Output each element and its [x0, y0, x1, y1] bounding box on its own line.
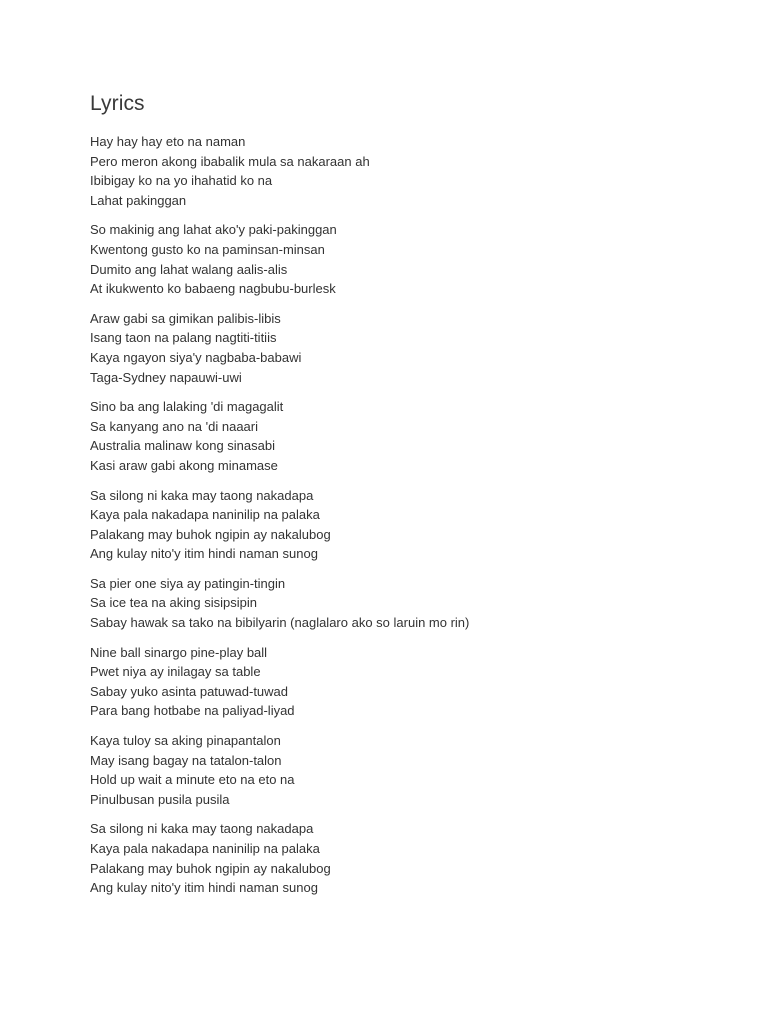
lyric-line: Pero meron akong ibabalik mula sa nakaraan ah: [90, 153, 370, 169]
lyric-line: Araw gabi sa gimikan palibis-libis: [90, 310, 281, 326]
lyrics-page: [90, 88, 730, 908]
lyrics-stanza: [90, 309, 730, 387]
lyric-line: Kaya pala nakadapa naninilip na palaka: [90, 507, 320, 523]
lyrics-stanza: [90, 486, 730, 564]
lyric-line: Hold up wait a minute eto na eto na: [90, 772, 295, 788]
lyric-line: Kwentong gusto ko na paminsan-minsan: [90, 241, 325, 257]
lyric-line: Pwet niya ay inilagay sa table: [90, 664, 261, 680]
lyric-line: Taga-Sydney napauwi-uwi: [90, 369, 242, 385]
lyric-line: Australia malinaw kong sinasabi: [90, 438, 275, 454]
lyric-line: May isang bagay na tatalon-talon: [90, 752, 282, 768]
lyric-line: Hay hay hay eto na naman: [90, 134, 246, 149]
lyric-line: Para bang hotbabe na paliyad-liyad: [90, 703, 295, 719]
lyric-line: Isang taon na palang nagtiti-titiis: [90, 330, 277, 346]
lyric-line: Ang kulay nito'y itim hindi naman sunog: [90, 546, 318, 562]
lyric-line: So makinig ang lahat ako'y paki-pakinggan: [90, 222, 337, 238]
lyric-line: Kaya tuloy sa aking pinapantalon: [90, 733, 281, 749]
lyric-line: At ikukwento ko babaeng nagbubu-burlesk: [90, 281, 336, 297]
lyric-line: Palakang may buhok ngipin ay nakalubog: [90, 526, 331, 542]
lyric-line: Sa silong ni kaka may taong nakadapa: [90, 487, 314, 503]
lyric-line: Pinulbusan pusila pusila: [90, 791, 230, 807]
lyrics-stanza: [90, 220, 730, 298]
lyrics-stanza: [90, 132, 730, 210]
lyric-line: Ang kulay nito'y itim hindi naman sunog: [90, 880, 318, 896]
lyric-line: Sabay yuko asinta patuwad-tuwad: [90, 683, 289, 699]
lyrics-stanza: [90, 397, 730, 475]
lyric-line: Sa ice tea na aking sisipsipin: [90, 595, 257, 611]
lyrics-stanza: [90, 731, 730, 809]
lyric-line: Lahat pakinggan: [90, 192, 187, 208]
lyric-line: Kaya ngayon siya'y nagbaba-babawi: [90, 349, 302, 365]
lyrics-stanza: [90, 819, 730, 897]
lyric-line: Nine ball sinargo pine-play ball: [90, 644, 268, 660]
lyrics-body: [90, 132, 730, 898]
lyrics-stanza: [90, 643, 730, 721]
page-title: Lyrics: [90, 92, 145, 115]
lyric-line: Sa pier one siya ay patingin-tingin: [90, 575, 286, 591]
lyric-line: Kaya pala nakadapa naninilip na palaka: [90, 841, 320, 856]
lyric-line: Sabay hawak sa tako na bibilyarin (naglalaro ako so laruin mo rin): [90, 615, 470, 631]
lyrics-stanza: [90, 574, 730, 633]
lyric-line: Ibibigay ko na yo ihahatid ko na: [90, 173, 273, 189]
lyric-line: Sino ba ang lalaking 'di magagalit: [90, 399, 284, 415]
lyric-line: Kasi araw gabi akong minamase: [90, 457, 278, 473]
lyric-line: Dumito ang lahat walang aalis-alis: [90, 261, 288, 277]
lyric-line: Sa silong ni kaka may taong nakadapa: [90, 821, 314, 837]
lyric-line: Sa kanyang ano na 'di naaari: [90, 418, 258, 434]
lyric-line: Palakang may buhok ngipin ay nakalubog: [90, 860, 331, 876]
